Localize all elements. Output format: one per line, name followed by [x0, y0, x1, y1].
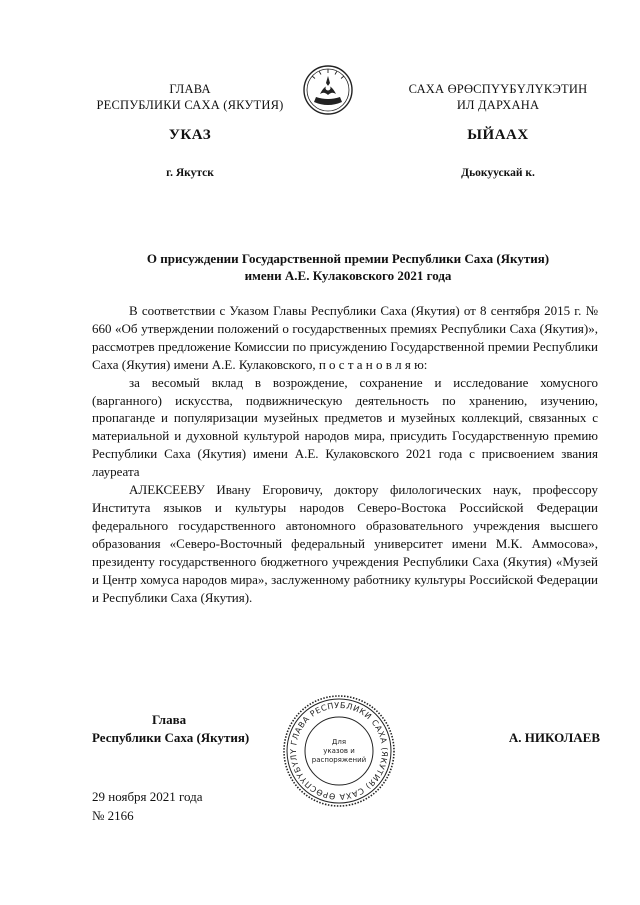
decree-date: 29 ноября 2021 года	[92, 789, 203, 804]
decree-heading	[92, 250, 604, 284]
decree-number: № 2166	[92, 808, 134, 823]
city-sakha: Дьокуускай к.	[461, 167, 535, 179]
signatory-position-line1: Глава	[152, 712, 187, 727]
issuer-ru	[60, 81, 320, 113]
decree-heading-line2: имени А.Е. Кулаковского 2021 года	[244, 268, 452, 283]
decree-title-sakha: ЫЙААХ	[467, 127, 529, 143]
signatory-name: А. НИКОЛАЕВ	[508, 730, 600, 745]
issuer-sakha	[380, 81, 616, 113]
issuer-sakha-line2: ИЛ ДАРХАНА	[456, 98, 540, 112]
decree-laureate: АЛЕКСЕЕВУ Ивану Егоровичу, доктору филологических наук, профессору Института языков и культуры народов Северо-Востока Российской Федерации федерального государственного автономного образовательного учреждения высшего образования «Северо-Восточный федеральный университет имени М.К. Аммосова», президенту государственного бюджетного учреждения Республики Саха (Якутия) «Музей и Центр хомуса народов мира», заслуженному работнику культуры Российской Федерации и Республики Саха (Якутия).	[92, 482, 598, 605]
issuer-ru-line2: РЕСПУБЛИКИ САХА (ЯКУТИЯ)	[96, 98, 284, 112]
issuer-sakha-line1: САХА ӨРӨСПҮҮБҮЛҮКЭТИН	[408, 82, 588, 96]
decree-merit-clause: за весомый вклад в возрождение, сохранение и исследование хомусного (варганного) искусства, подвижническую деятельность по хранению, изучению, пропаганде и популяризации музейных предметов и музейных коллекций, связанных с материальной и духовной культурой народов мира, присудить Государственную премию Республики Саха (Якутия) имени А.Е. Кулаковского 2021 года с присвоением звания лауреата	[92, 374, 598, 480]
decree-heading-line1: О присуждении Государственной премии Республики Саха (Якутия)	[146, 251, 550, 266]
decree-title-ru: УКАЗ	[168, 127, 212, 143]
seal-ring-text: ГЛАВА РЕСПУБЛИКИ САХА (ЯКУТИЯ) САХА ӨРӨСПҮҮБҮЛҮ	[288, 700, 390, 802]
signatory-position	[92, 711, 292, 747]
seal-center-line1: Для	[331, 738, 347, 746]
seal-center-line3: распоряжений	[311, 756, 367, 764]
issuer-ru-line1: ГЛАВА	[169, 82, 211, 96]
signatory-position-line2: Республики Саха (Якутия)	[92, 730, 250, 745]
seal-center-line2: указов и	[323, 747, 355, 755]
city-ru: г. Якутск	[166, 167, 214, 179]
coat-of-arms-emblem	[302, 64, 354, 116]
decree-preamble: В соответствии с Указом Главы Республики Саха (Якутия) от 8 сентября 2015 г. № 660 «Об утверждении положений о государственных премиях Республики Саха (Якутия)», рассмотрев предложение Комиссии по присуждению Государственной премии Республики Саха (Якутия) имени А.Е. Кулаковского, п о с т а н о в л я ю:	[92, 303, 598, 372]
decree-body	[92, 302, 598, 606]
